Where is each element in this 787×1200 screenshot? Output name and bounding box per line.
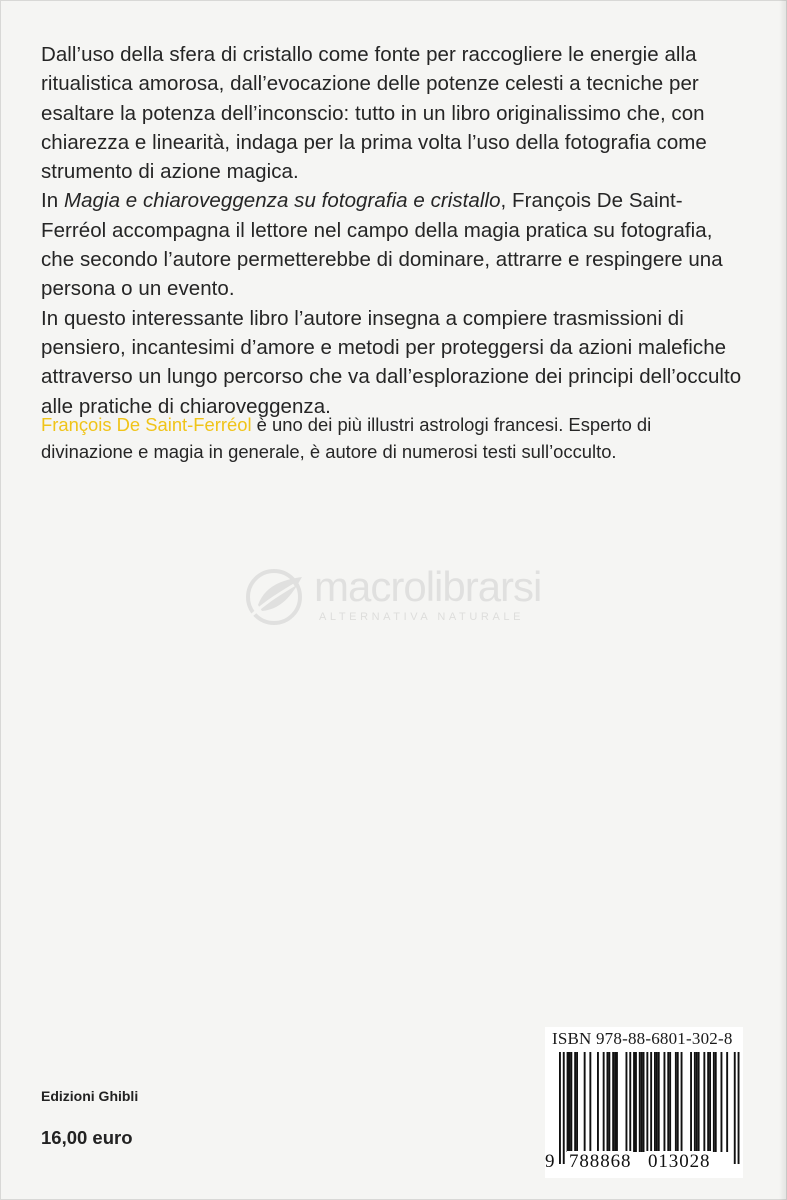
barcode-bar — [574, 1052, 576, 1152]
barcode-bar — [656, 1052, 658, 1152]
barcode-bar — [675, 1052, 677, 1152]
barcode-bar — [713, 1052, 715, 1152]
barcode-bar — [589, 1052, 591, 1152]
isbn-label: ISBN 978-88-6801-302-8 — [552, 1029, 733, 1048]
leaf-logo-icon — [244, 565, 308, 627]
barcode-bar — [576, 1052, 578, 1152]
barcode-bar — [608, 1052, 610, 1152]
barcode-bar — [738, 1052, 740, 1164]
barcode-bar — [641, 1052, 643, 1152]
barcode-bar — [677, 1052, 679, 1152]
barcode-bar — [658, 1052, 660, 1152]
barcode-bar — [694, 1052, 696, 1152]
page-edge-shadow — [779, 0, 787, 1200]
macrolibrarsi-watermark — [244, 563, 554, 635]
barcode-bar — [584, 1052, 586, 1152]
author-bio — [41, 411, 746, 465]
barcode-bar — [654, 1052, 656, 1152]
barcode-digits-right: 013028 — [648, 1151, 711, 1172]
barcode-bar — [597, 1052, 599, 1152]
barcode-bar — [707, 1052, 709, 1152]
barcode-bar — [607, 1052, 609, 1152]
barcode-digits-left: 788868 — [569, 1151, 632, 1172]
barcode-digit-first: 9 — [545, 1151, 555, 1172]
publisher-name: Edizioni Ghibli — [41, 1088, 139, 1104]
barcode-bar — [669, 1052, 671, 1152]
blurb-paragraph-3: In questo interessante libro l’autore insegna a compiere trasmissioni di pensiero, incantesimi d’amore e metodi per proteggersi da azioni malefiche attraverso un lungo percorso che va dall’esplorazione dei principi dell’occulto alle pratiche di chiaroveggenza. — [41, 306, 742, 418]
author-bio-text: è uno dei più illustri astrologi francesi. Esperto di divinazione e magia in generale, è autore di numerosi testi sull’occulto. — [41, 414, 652, 462]
barcode-bar — [570, 1052, 572, 1152]
barcode-bar — [626, 1052, 628, 1152]
barcode-bar — [614, 1052, 616, 1152]
barcode-bar — [703, 1052, 705, 1152]
barcode-bar — [667, 1052, 669, 1152]
book-price: 16,00 euro — [41, 1127, 133, 1148]
barcode-bar — [681, 1052, 683, 1152]
watermark-tagline: ALTERNATIVA NATURALE — [319, 611, 525, 623]
barcode-bar — [635, 1052, 637, 1152]
barcode-bar — [603, 1052, 605, 1152]
barcode-bar — [721, 1052, 723, 1152]
author-name: François De Saint-Ferréol — [41, 414, 252, 435]
book-title-italic: Magia e chiaroveggenza su fotografia e cristallo — [63, 189, 501, 213]
blurb-paragraph-2-rest: , François De Saint-Ferréol accompagna il lettore nel campo della magia pratica su fotografia, che secondo l’autore permetterebbe di dominare, attrarre e respingere una persona o un evento. — [41, 189, 723, 301]
barcode-bar — [734, 1052, 736, 1164]
barcode-bar — [612, 1052, 614, 1152]
blurb-paragraph-2-prefix: In — [41, 189, 64, 213]
barcode-bar — [563, 1052, 565, 1164]
barcode-bar — [646, 1052, 648, 1164]
barcode-bar — [696, 1052, 698, 1152]
isbn-barcode — [545, 1027, 743, 1178]
barcode-bar — [559, 1052, 561, 1164]
barcode-bar — [698, 1052, 700, 1152]
barcode-bar — [629, 1052, 631, 1152]
book-blurb — [41, 40, 746, 421]
barcode-bar — [616, 1052, 618, 1152]
barcode-digits — [545, 1151, 743, 1175]
barcode-bar — [709, 1052, 711, 1152]
barcode-bar — [690, 1052, 692, 1152]
barcode-bar — [633, 1052, 635, 1152]
blurb-paragraph-2 — [41, 186, 746, 303]
barcode-bar — [664, 1052, 666, 1152]
barcode-bar — [650, 1052, 652, 1164]
barcode-bar — [639, 1052, 641, 1152]
barcode-bars — [545, 1052, 743, 1164]
barcode-bar — [726, 1052, 728, 1152]
barcode-bar — [567, 1052, 569, 1152]
blurb-paragraph-1: Dall’uso della sfera di cristallo come fonte per raccogliere le energie alla ritualistica amorosa, dall’evocazione delle potenze celesti a tecniche per esaltare la potenza dell’inconscio: tutto in un libro originalissimo che, con chiarezza e linearità, indaga per la prima volta l’uso della fotografia come strumento di azione magica. — [41, 43, 707, 184]
barcode-bar — [715, 1052, 717, 1152]
watermark-brand: macrolibrarsi — [314, 563, 542, 610]
barcode-bar — [569, 1052, 571, 1152]
barcode-bar — [643, 1052, 645, 1152]
